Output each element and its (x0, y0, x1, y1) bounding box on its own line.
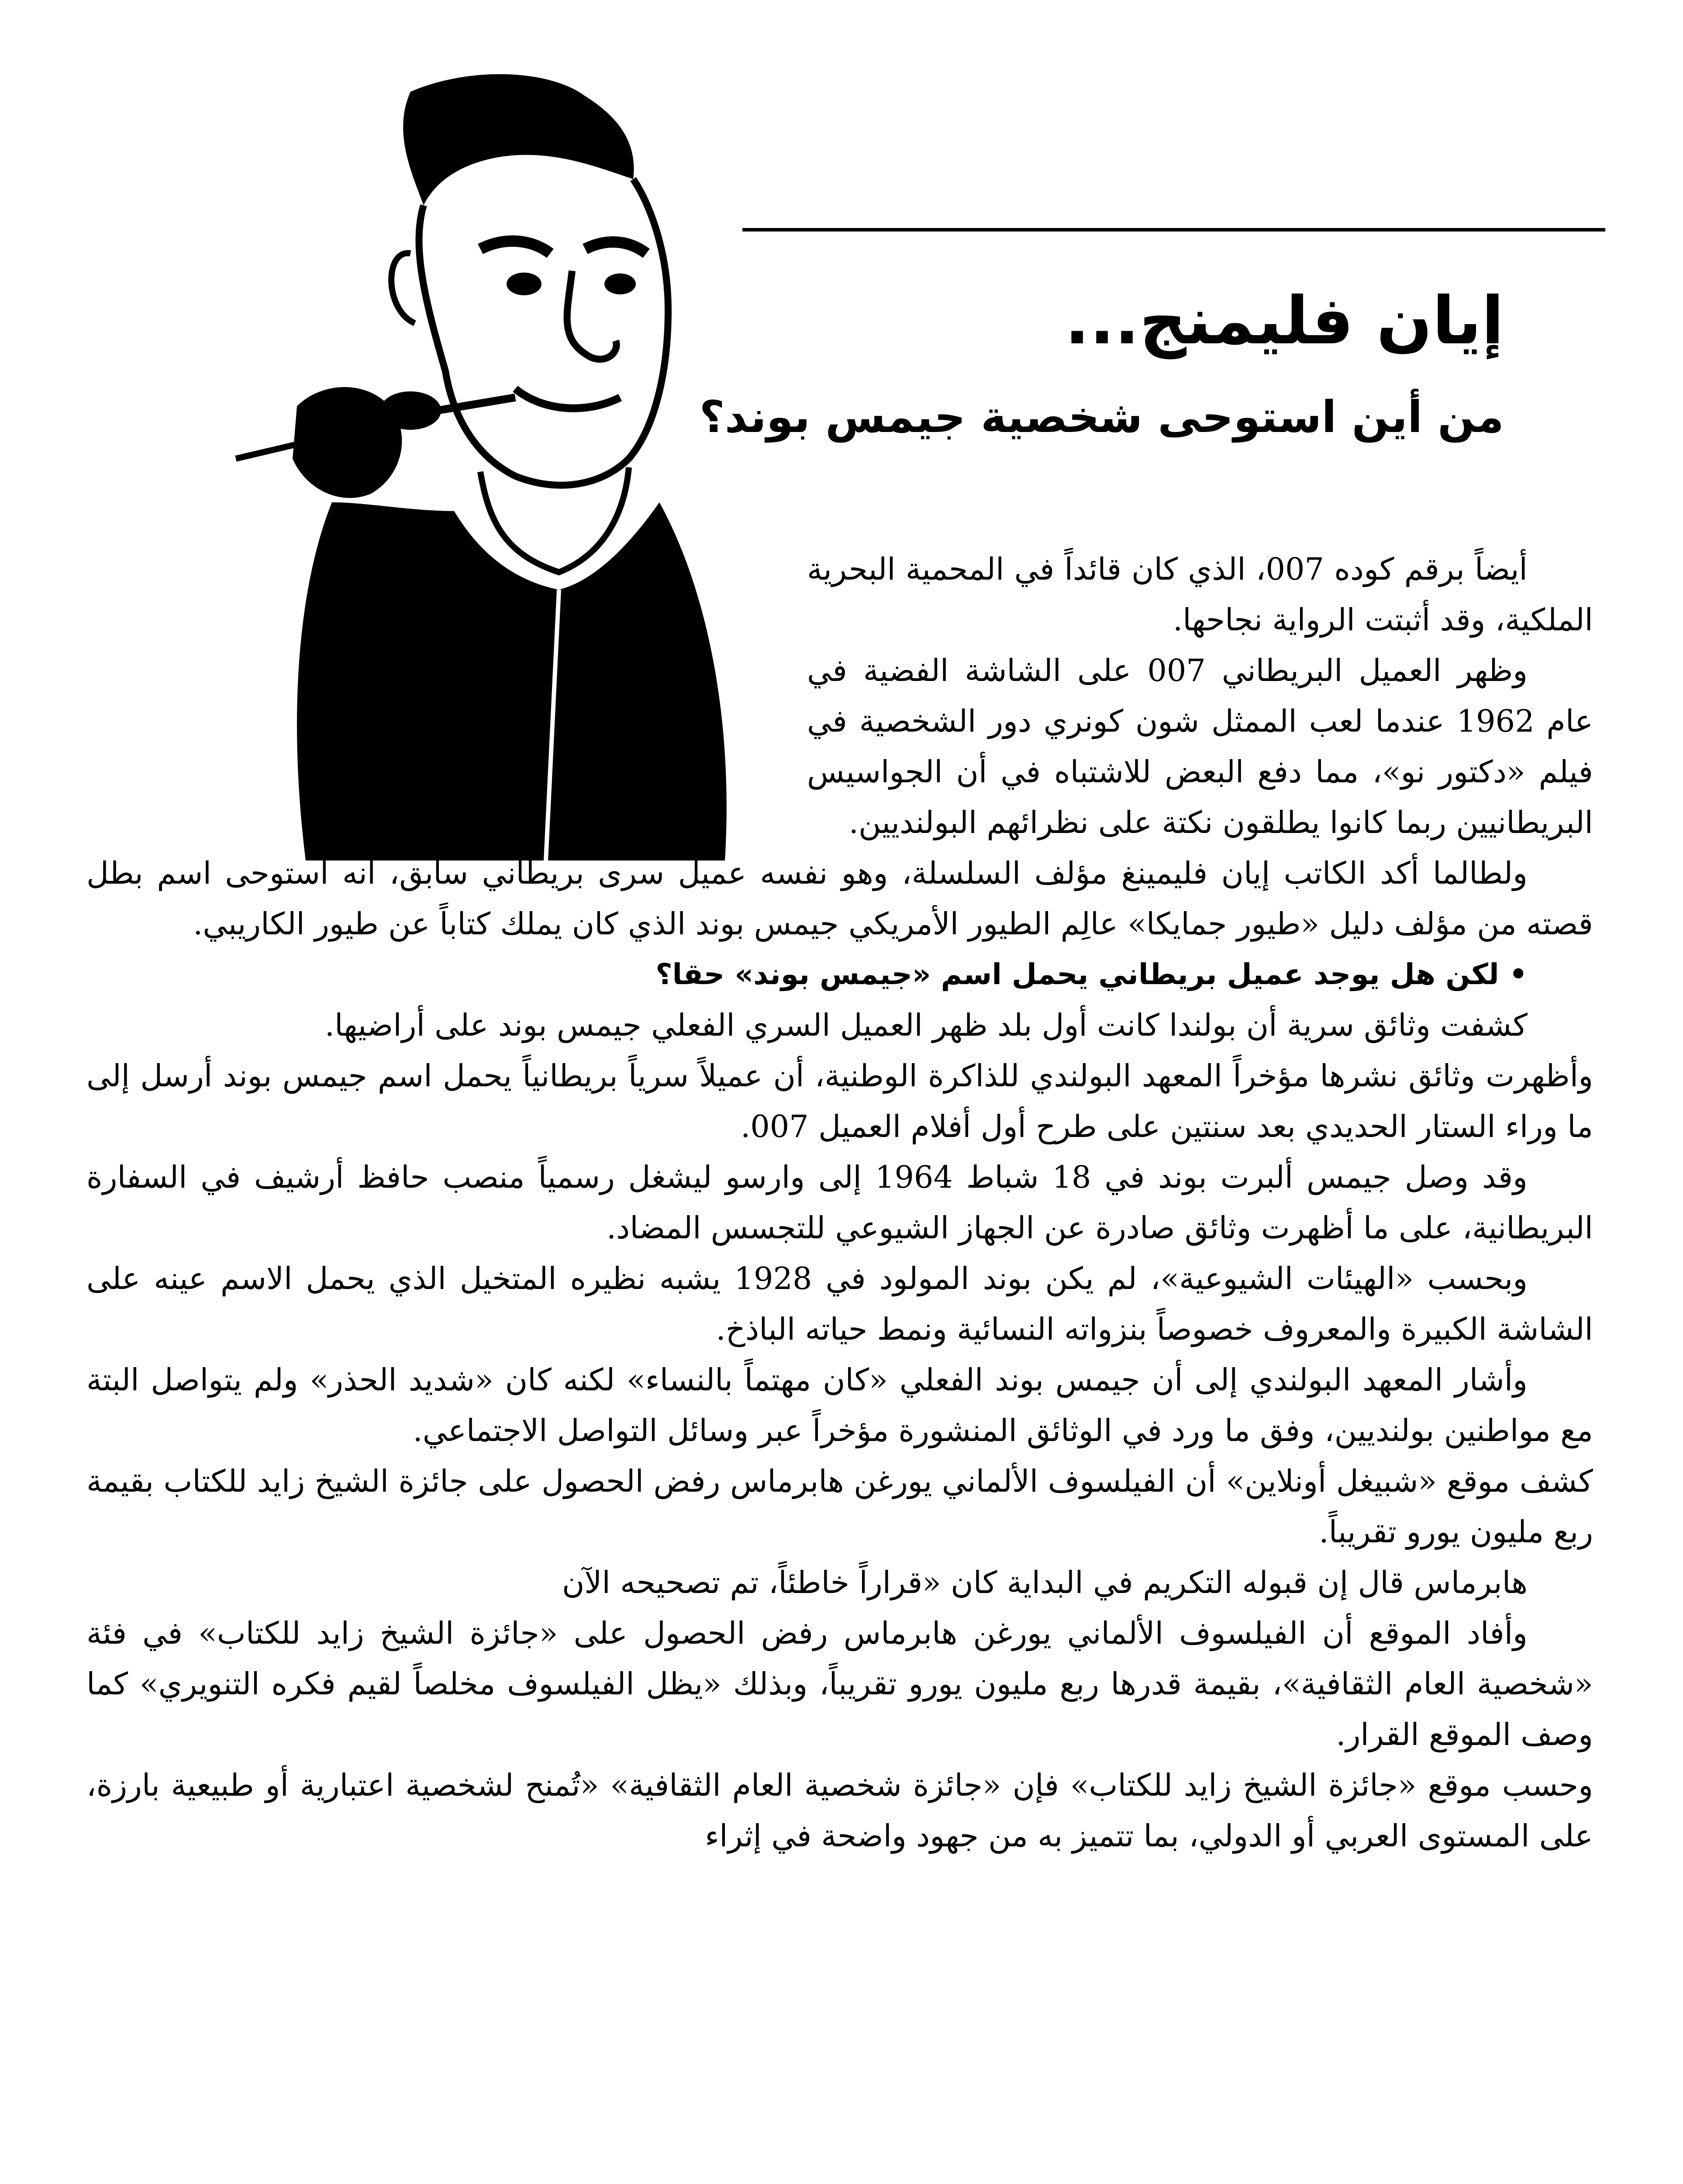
paragraph: وحسب موقع «جائزة الشيخ زايد للكتاب» فإن «جائزة شخصية العام الثقافية» «تُمنح لشخصية اعتبارية أو طبيعية بارزة، على المستوى العربي أو الدولي، بما تتميز به من جهود واضحة في إثراء (86, 1767, 1593, 1854)
paragraph: ولطالما أكد الكاتب إيان فليمينغ مؤلف السلسلة، وهو نفسه عميل سرى بريطاني سابق، أنه استوحى اسم بطل قصته من مؤلف دليل «طيور جمايكا» عالِم الطيور الأمريكي جيمس بوند الذي كان يملك كتاباً عن طيور الكاريبي. (86, 855, 1593, 942)
paragraph: وظهر العميل البريطاني 007 على الشاشة الفضية في عام 1962 عندما لعب الممثل شون كونري دور الشخصية في فيلم «دكتور نو»، مما دفع البعض للاشتباه في أن الجواسيس البريطانيين ربما كانوا يطلقون نكتة على نظرائهم البولنديين. (807, 653, 1593, 840)
paragraph: أيضاً برقم كوده 007، الذي كان قائداً في المحمية البحرية الملكية، وقد أثبتت الرواية نجاحها. (807, 551, 1593, 638)
paragraph: وأفاد الموقع أن الفيلسوف الألماني يورغن هابرماس رفض الحصول على «جائزة الشيخ زايد للكتاب» في فئة «شخصية العام الثقافية»، بقيمة قدرها ربع مليون يورو تقريباً، وبذلك «يظل الفيلسوف مخلصاً لقيم فكره التنويري» كما وصف الموقع القرار. (86, 1615, 1593, 1752)
paragraph: وأظهرت وثائق نشرها مؤخراً المعهد البولندي للذاكرة الوطنية، أن عميلاً سرياً بريطانياً يحمل اسم جيمس بوند أرسل إلى ما وراء الستار الحديدي بعد سنتين على طرح أول أفلام العميل 007. (86, 1058, 1593, 1144)
paragraph: وأشار المعهد البولندي إلى أن جيمس بوند الفعلي «كان مهتماً بالنساء» لكنه كان «شديد الحذر» ولم يتواصل البتة مع مواطنين بولنديين، وفق ما ورد في الوثائق المنشورة مؤخراً عبر وسائل التواصل الاجتماعي. (86, 1362, 1593, 1448)
paragraph: هابرماس قال إن قبوله التكريم في البداية كان «قراراً خاطئاً، تم تصحيحه الآن (562, 1565, 1528, 1600)
title-rule (742, 228, 1605, 232)
article-body (86, 544, 1593, 1861)
paragraph: كشفت وثائق سرية أن بولندا كانت أول بلد ظهر العميل السري الفعلي جيمس بوند على أراضيها. (324, 1007, 1528, 1043)
paragraph: وبحسب «الهيئات الشيوعية»، لم يكن بوند المولود في 1928 يشبه نظيره المتخيل الذي يحمل الاسم عينه على الشاشة الكبيرة والمعروف خصوصاً بنزواته النسائية ونمط حياته الباذخ. (86, 1261, 1593, 1347)
article-subtitle: من أين استوحى شخصية جيمس بوند؟ (699, 391, 1504, 442)
article-title: إيان فليمنج... (1065, 283, 1504, 359)
section-heading: • لكن هل يوجد عميل بريطاني يحمل اسم «جيمس بوند» حقا؟ (655, 957, 1528, 991)
paragraph: وقد وصل جيمس ألبرت بوند في 18 شباط 1964 إلى وارسو ليشغل رسمياً منصب حافظ أرشيف في السفارة البريطانية، على ما أظهرت وثائق صادرة عن الجهاز الشيوعي للتجسس المضاد. (86, 1159, 1593, 1246)
paragraph: كشف موقع «شبيغل أونلاين» أن الفيلسوف الألماني يورغن هابرماس رفض الحصول على جائزة الشيخ زايد للكتاب بقيمة ربع مليون يورو تقريباً. (86, 1463, 1593, 1550)
